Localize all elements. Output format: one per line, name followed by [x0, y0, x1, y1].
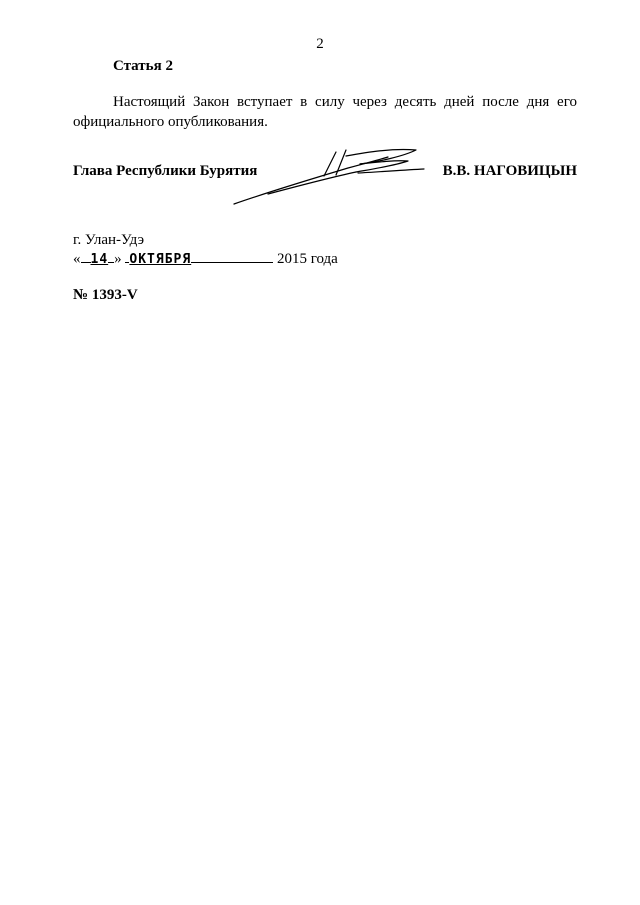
page-number: 2 [316, 36, 324, 52]
date-month: ОКТЯБРЯ [129, 252, 192, 267]
date-year: 2015 года [276, 251, 338, 267]
article-text: Настоящий Закон вступает в силу через десять дней после дня его официального опубликования. [73, 94, 577, 130]
date-day: 14 [90, 252, 109, 267]
date-blank [191, 261, 273, 263]
article-title: Статья 2 [113, 58, 173, 74]
signatory-role: Глава Республики Бурятия [73, 163, 258, 179]
date-blank [81, 261, 91, 263]
signing-date [73, 251, 338, 268]
date-open-quote: « [73, 251, 81, 267]
date-close-quote: » [114, 251, 122, 267]
handwritten-signature [228, 142, 428, 208]
signatory-name: В.В. НАГОВИЦЫН [442, 163, 577, 179]
law-number: № 1393-V [73, 287, 138, 303]
city: г. Улан-Удэ [73, 232, 145, 248]
